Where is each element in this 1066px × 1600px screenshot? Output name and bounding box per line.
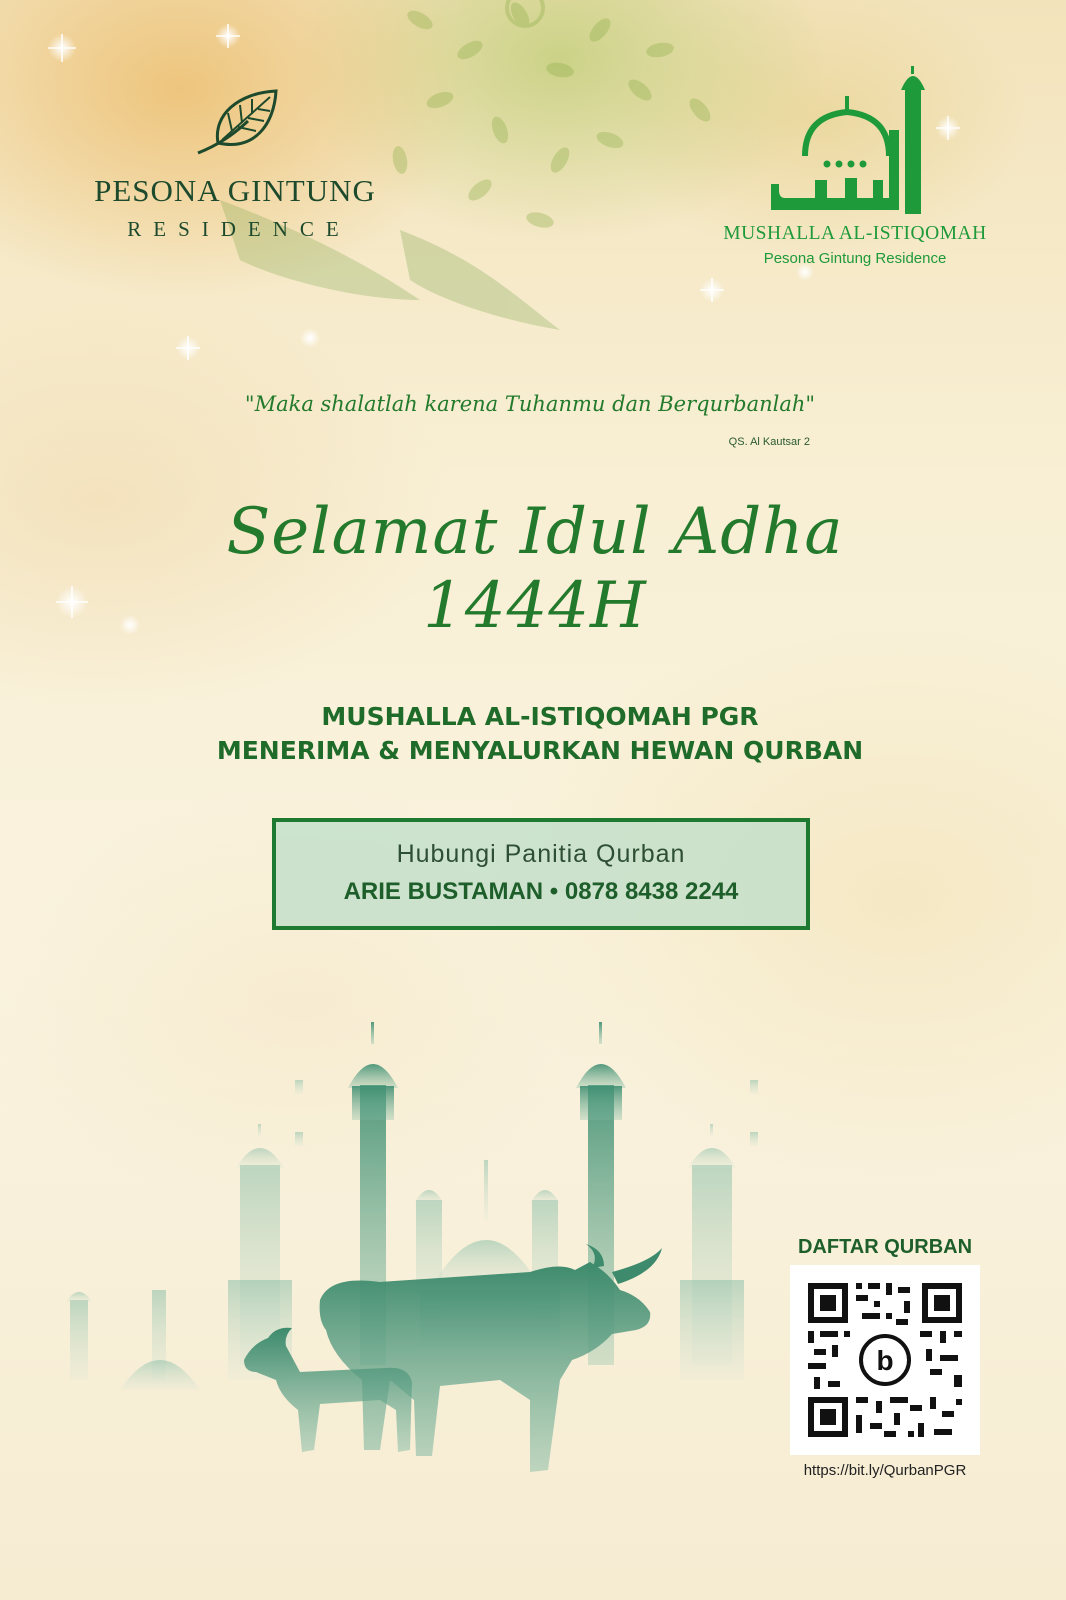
- announcement-line-2: MENERIMA & MENYALURKAN HEWAN QURBAN: [216, 736, 864, 765]
- qr-code-icon: [790, 1265, 980, 1455]
- contact-person: ARIE BUSTAMAN • 0878 8438 2244: [343, 878, 739, 905]
- contact-label: Hubungi Panitia Qurban: [396, 840, 686, 868]
- qr-code[interactable]: [790, 1265, 980, 1455]
- headline: Selamat Idul Adha 1444H: [226, 495, 844, 643]
- mushalla-name: MUSHALLA AL-ISTIQOMAH: [723, 223, 987, 244]
- brand-name: PESONA GINTUNG: [94, 173, 376, 208]
- qr-url[interactable]: https://bit.ly/QurbanPGR: [803, 1462, 967, 1479]
- quote-source: QS. Al Kautsar 2: [728, 436, 810, 448]
- brand-subtitle: RESIDENCE: [127, 217, 351, 241]
- svg-text:b: b: [876, 1345, 894, 1376]
- quote-text: "Maka shalatlah karena Tuhanmu dan Berqurbanlah": [244, 392, 816, 416]
- announcement-line-1: MUSHALLA AL-ISTIQOMAH PGR: [321, 702, 759, 731]
- qr-label: DAFTAR QURBAN: [797, 1236, 973, 1258]
- mushalla-place: Pesona Gintung Residence: [763, 250, 947, 267]
